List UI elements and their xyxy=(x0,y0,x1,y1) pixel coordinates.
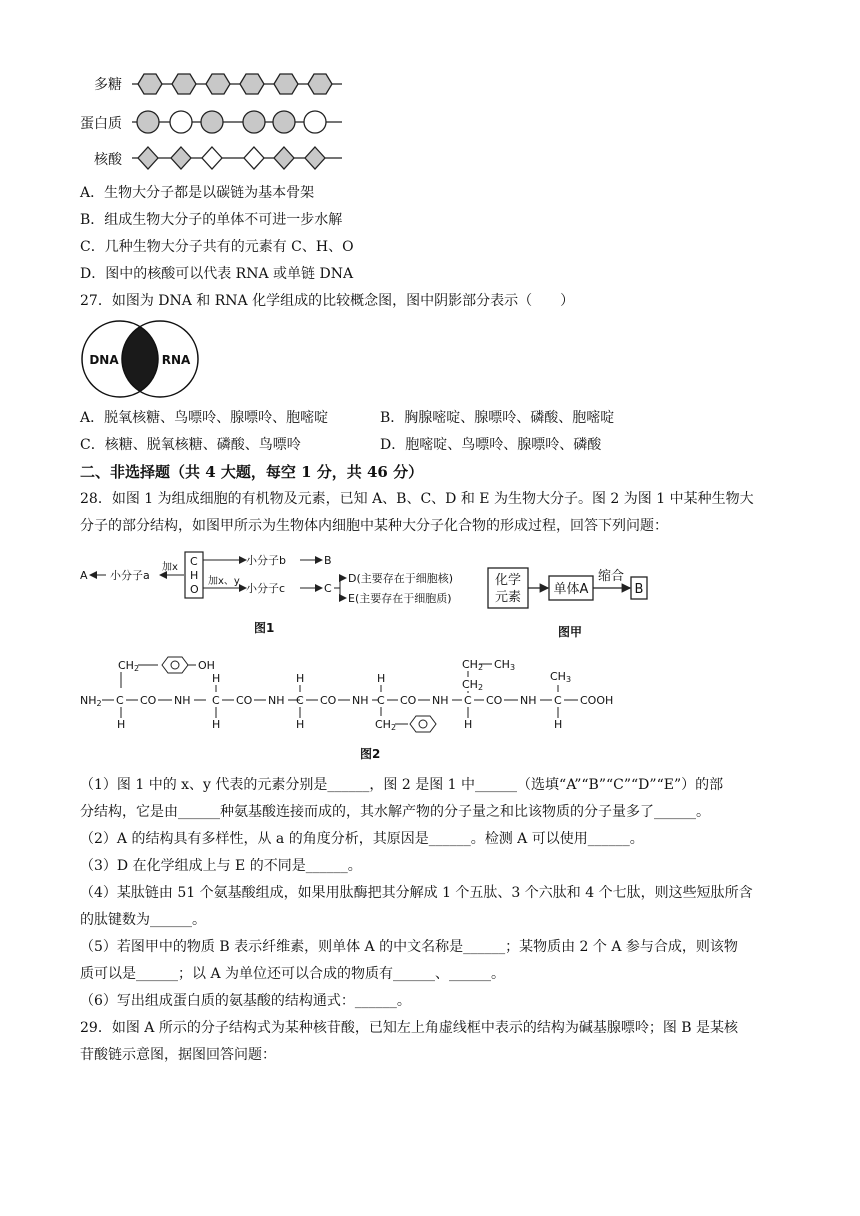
figure-jia-diagram xyxy=(486,560,686,644)
hexagon-monomer xyxy=(240,74,264,94)
fig1-small-a-label: 小分子a xyxy=(110,569,150,582)
benzene-ring-icon xyxy=(410,716,436,732)
peptide-atom-label: H xyxy=(377,672,386,685)
fig1-plus-xy-label: 加x、y xyxy=(208,576,240,587)
section2-title: 二、非选择题（共 4 大题，每空 1 分，共 46 分） xyxy=(80,463,424,481)
q28-sub3: （3）D 在化学组成上与 E 的不同是______。 xyxy=(80,858,362,874)
fig-jia-caption: 图甲 xyxy=(557,625,583,639)
q28-sub5-line1: （5）若图甲中的物质 B 表示纤维素，则单体 A 的中文名称是______；某物质由 2 个 A 参与合成，则该物 xyxy=(80,939,738,955)
circle-monomer xyxy=(243,111,265,133)
q27-option-b: B．胸腺嘧啶、腺嘌呤、磷酸、胞嘧啶 xyxy=(380,410,615,426)
peptide-atom-label: CO xyxy=(400,694,417,707)
phenol-ring-icon xyxy=(162,657,188,673)
figure-1-diagram xyxy=(78,548,478,640)
peptide-atom-label: CH2 xyxy=(462,678,484,692)
q27-stem: 27．如图为 DNA 和 RNA 化学组成的比较概念图，图中阴影部分表示（ ） xyxy=(80,293,575,309)
q27-option-d: D．胞嘧啶、鸟嘌呤、腺嘌呤、磷酸 xyxy=(380,437,602,453)
peptide-atom-label: C xyxy=(116,694,124,707)
peptide-atom-label: NH xyxy=(268,694,285,707)
diamond-monomer xyxy=(274,147,294,169)
fig1-small-c-label: 小分子c xyxy=(246,582,286,595)
peptide-atom-label: NH2 xyxy=(80,694,102,708)
figure-2-peptide-structure xyxy=(78,652,638,764)
fig1-C-element: C xyxy=(190,555,198,568)
q28-sub4-line1: （4）某肽链由 51 个氨基酸组成，如果用肽酶把其分解成 1 个五肽、3 个六肽和 4 个七肽，则这些短肽所含 xyxy=(80,885,753,901)
peptide-atom-label: CO xyxy=(140,694,157,707)
fig1-caption: 图1 xyxy=(254,621,275,635)
peptide-atom-label: NH xyxy=(174,694,191,707)
fig1-B-label: B xyxy=(324,554,332,567)
peptide-atom-label: CH2 xyxy=(462,658,484,672)
q26-option-b: B．组成生物大分子的单体不可进一步水解 xyxy=(80,212,343,228)
diamond-monomer xyxy=(202,147,222,169)
hexagon-monomer xyxy=(274,74,298,94)
peptide-atom-label: C xyxy=(377,694,385,707)
q27-option-a: A．脱氧核糖、鸟嘌呤、腺嘌呤、胞嘧啶 xyxy=(80,410,329,426)
peptide-atom-label: H xyxy=(296,672,305,685)
peptide-atom-label: CO xyxy=(236,694,253,707)
peptide-atom-label: C xyxy=(554,694,562,707)
q28-sub6: （6）写出组成蛋白质的氨基酸的结构通式：______。 xyxy=(80,993,411,1009)
peptide-atom-label: CH2 xyxy=(375,718,397,732)
fig-jia-B-label: B xyxy=(634,582,644,597)
peptide-atom-label: CO xyxy=(486,694,503,707)
hexagon-monomer xyxy=(206,74,230,94)
q28-sub2: （2）A 的结构具有多样性，从 a 的角度分析，其原因是______。检测 A 可以使用______。 xyxy=(80,831,644,847)
fig1-O-element: O xyxy=(190,583,199,596)
peptide-atom-label: C xyxy=(212,694,220,707)
peptide-atom-label: C xyxy=(464,694,472,707)
venn-rna-label: RNA xyxy=(161,353,191,367)
peptide-atom-label: OH xyxy=(198,659,215,672)
peptide-atom-label: H xyxy=(212,718,221,731)
circle-monomer xyxy=(304,111,326,133)
peptide-atom-label: CO xyxy=(320,694,337,707)
peptide-atom-label: NH xyxy=(520,694,537,707)
circle-monomer xyxy=(137,111,159,133)
fig-jia-chem-elements-line2: 元素 xyxy=(494,590,522,605)
peptide-atom-label: CH3 xyxy=(550,670,572,684)
q28-sub5-line2: 质可以是______；以 A 为单位还可以合成的物质有______、______。 xyxy=(80,966,506,982)
fig1-H-element: H xyxy=(190,569,199,582)
peptide-atom-label: H xyxy=(464,718,473,731)
q29-line2: 苷酸链示意图，据图回答问题： xyxy=(80,1047,276,1063)
q26-option-c: C．几种生物大分子共有的元素有 C、H、O xyxy=(80,239,354,255)
q26-option-a: A．生物大分子都是以碳链为基本骨架 xyxy=(80,185,315,201)
macromolecule-chain-diagram xyxy=(128,66,348,172)
q28-sub4-line2: 的肽键数为______。 xyxy=(80,912,206,928)
circle-monomer xyxy=(273,111,295,133)
fig1-small-b-label: 小分子b xyxy=(246,554,286,567)
peptide-atom-label: CH3 xyxy=(494,658,516,672)
q28-sub1-line2: 分结构，它是由______种氨基酸连接而成的，其水解产物的分子量之和比该物质的分子量多了______。 xyxy=(80,804,710,820)
fig-jia-monomer-A: 单体A xyxy=(553,582,589,597)
hexagon-monomer xyxy=(308,74,332,94)
q28-stem-line2: 分子的部分结构，如图甲所示为生物体内细胞中某种大分子化合物的形成过程，回答下列问题： xyxy=(80,518,668,534)
nucleic-acid-label: 核酸 xyxy=(94,152,122,168)
peptide-atom-label: NH xyxy=(352,694,369,707)
fig1-plus-x-label: 加x xyxy=(162,562,178,573)
hexagon-monomer xyxy=(138,74,162,94)
fig1-E-label: E(主要存在于细胞质) xyxy=(348,592,452,605)
fig1-D-label: D(主要存在于细胞核) xyxy=(348,572,454,585)
fig1-A-label: A xyxy=(80,569,88,582)
peptide-atom-label: CH2 xyxy=(118,659,140,673)
peptide-atom-label: NH xyxy=(432,694,449,707)
fig-jia-chem-elements-line1: 化学 xyxy=(494,573,522,588)
diamond-monomer xyxy=(171,147,191,169)
q28-stem-line1: 28．如图 1 为组成细胞的有机物及元素，已知 A、B、C、D 和 E 为生物大分子。图 2 为图 1 中某种生物大 xyxy=(80,491,754,507)
q27-option-c: C．核糖、脱氧核糖、磷酸、鸟嘌呤 xyxy=(80,437,301,453)
diamond-monomer xyxy=(305,147,325,169)
peptide-atom-label: H xyxy=(296,718,305,731)
diamond-monomer xyxy=(138,147,158,169)
peptide-atom-label: H xyxy=(212,672,221,685)
protein-label: 蛋白质 xyxy=(80,116,122,132)
hexagon-monomer xyxy=(172,74,196,94)
circle-monomer xyxy=(170,111,192,133)
peptide-atom-label: H xyxy=(117,718,126,731)
fig1-C-macromolecule-label: C xyxy=(324,582,332,595)
peptide-atom-label: COOH xyxy=(580,694,614,707)
q26-option-d: D．图中的核酸可以代表 RNA 或单链 DNA xyxy=(80,266,354,282)
fig-jia-condensation-label: 缩合 xyxy=(597,569,625,584)
peptide-atom-label: H xyxy=(554,718,563,731)
circle-monomer xyxy=(201,111,223,133)
q29-line1: 29．如图 A 所示的分子结构式为某种核苷酸，已知左上角虚线框中表示的结构为碱基腺嘌呤；图 B 是某核 xyxy=(80,1020,739,1036)
peptide-atom-label: C xyxy=(296,694,304,707)
diamond-monomer xyxy=(244,147,264,169)
q28-sub1-line1: （1）图 1 中的 x、y 代表的元素分别是______，图 2 是图 1 中______（选填“A”“B”“C”“D”“E”）的部 xyxy=(80,777,724,793)
fig2-caption: 图2 xyxy=(360,747,381,761)
dna-rna-venn-diagram xyxy=(80,318,200,400)
polysaccharide-label: 多糖 xyxy=(94,77,122,93)
venn-dna-label: DNA xyxy=(89,353,119,367)
